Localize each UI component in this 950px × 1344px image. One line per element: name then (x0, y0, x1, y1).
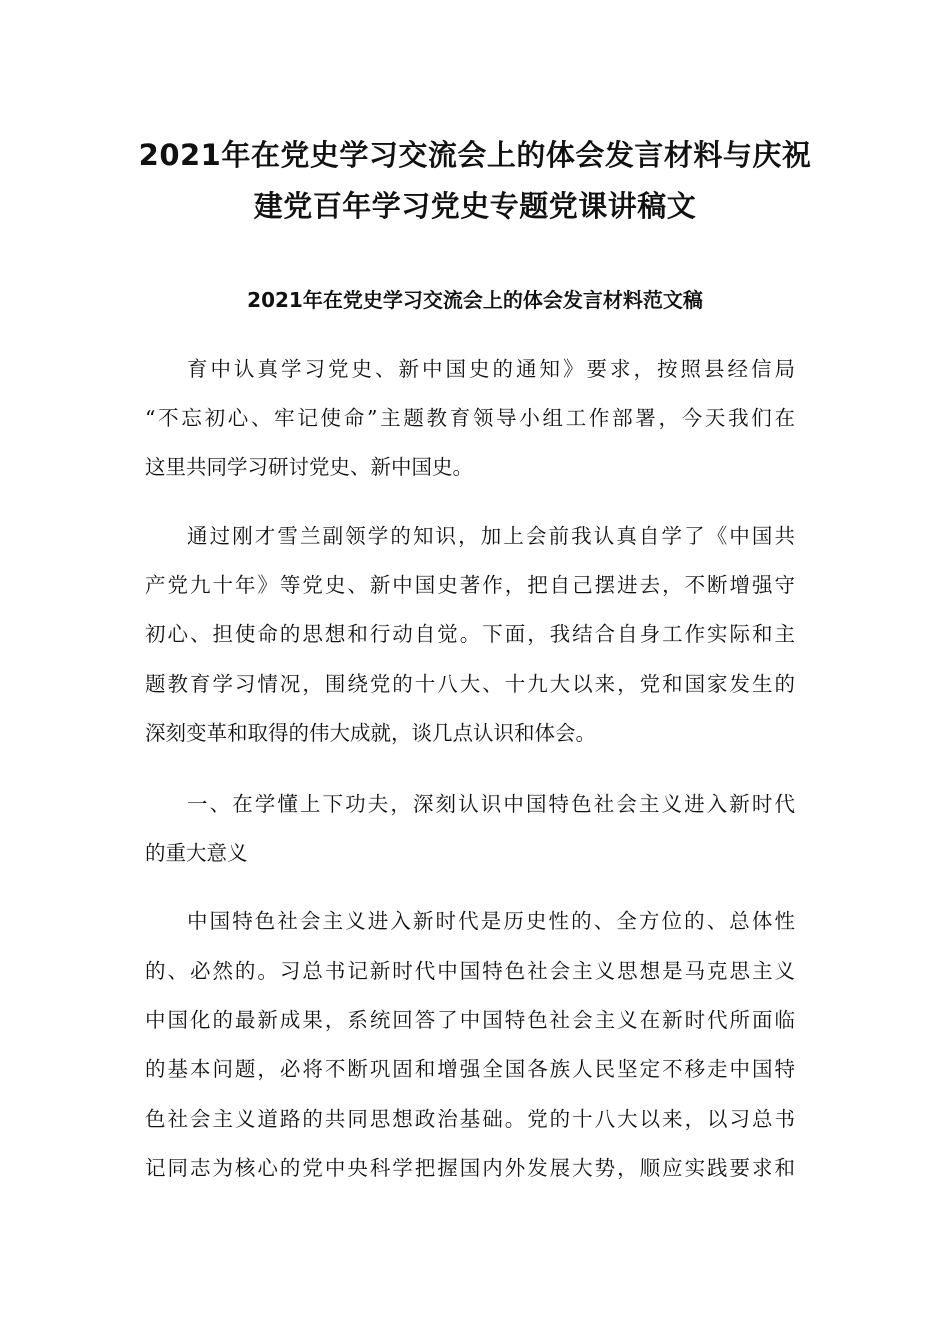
heading-line: 的重大意义 (145, 841, 248, 865)
document-title-line-1: 2021年在党史学习交流会上的体会发言材料与庆祝 (138, 138, 812, 172)
paragraph-line: 通过刚才雪兰副领学的知识，加上会前我认真自学了《中国共 (187, 524, 795, 548)
paragraph-line: 这里共同学习研讨党史、新中国史。 (145, 455, 473, 479)
paragraph-line: 的、必然的。习总书记新时代中国特色社会主义思想是马克思主义 (145, 959, 795, 983)
paragraph-line: 中国化的最新成果，系统回答了中国特色社会主义在新时代所面临 (145, 1008, 795, 1032)
paragraph-line: 中国特色社会主义进入新时代是历史性的、全方位的、总体性 (187, 909, 795, 933)
section-subtitle: 2021年在党史学习交流会上的体会发言材料范文稿 (247, 288, 703, 312)
heading-line: 一、在学懂上下功夫，深刻认识中国特色社会主义进入新时代 (187, 792, 795, 816)
document-title-line-2: 建党百年学习党史专题党课讲稿文 (253, 189, 697, 223)
paragraph-line: 题教育学习情况，围绕党的十八大、十九大以来，党和国家发生的 (145, 672, 795, 696)
paragraph-line: 的基本问题，必将不断巩固和增强全国各族人民坚定不移走中国特 (145, 1057, 795, 1081)
paragraph-line: 记同志为核心的党中央科学把握国内外发展大势，顺应实践要求和 (145, 1156, 795, 1180)
paragraph-line: “不忘初心、牢记使命”主题教育领导小组工作部署，今天我们在 (145, 406, 795, 430)
paragraph-line: 产党九十年》等党史、新中国史著作，把自己摆进去，不断增强守 (145, 573, 795, 597)
paragraph-line: 色社会主义道路的共同思想政治基础。党的十八大以来，以习总书 (145, 1107, 795, 1131)
paragraph-line: 初心、担使命的思想和行动自觉。下面，我结合自身工作实际和主 (145, 622, 795, 646)
paragraph-line: 育中认真学习党史、新中国史的通知》要求，按照县经信局 (187, 357, 795, 381)
paragraph-line: 深刻变革和取得的伟大成就，谈几点认识和体会。 (145, 721, 596, 745)
